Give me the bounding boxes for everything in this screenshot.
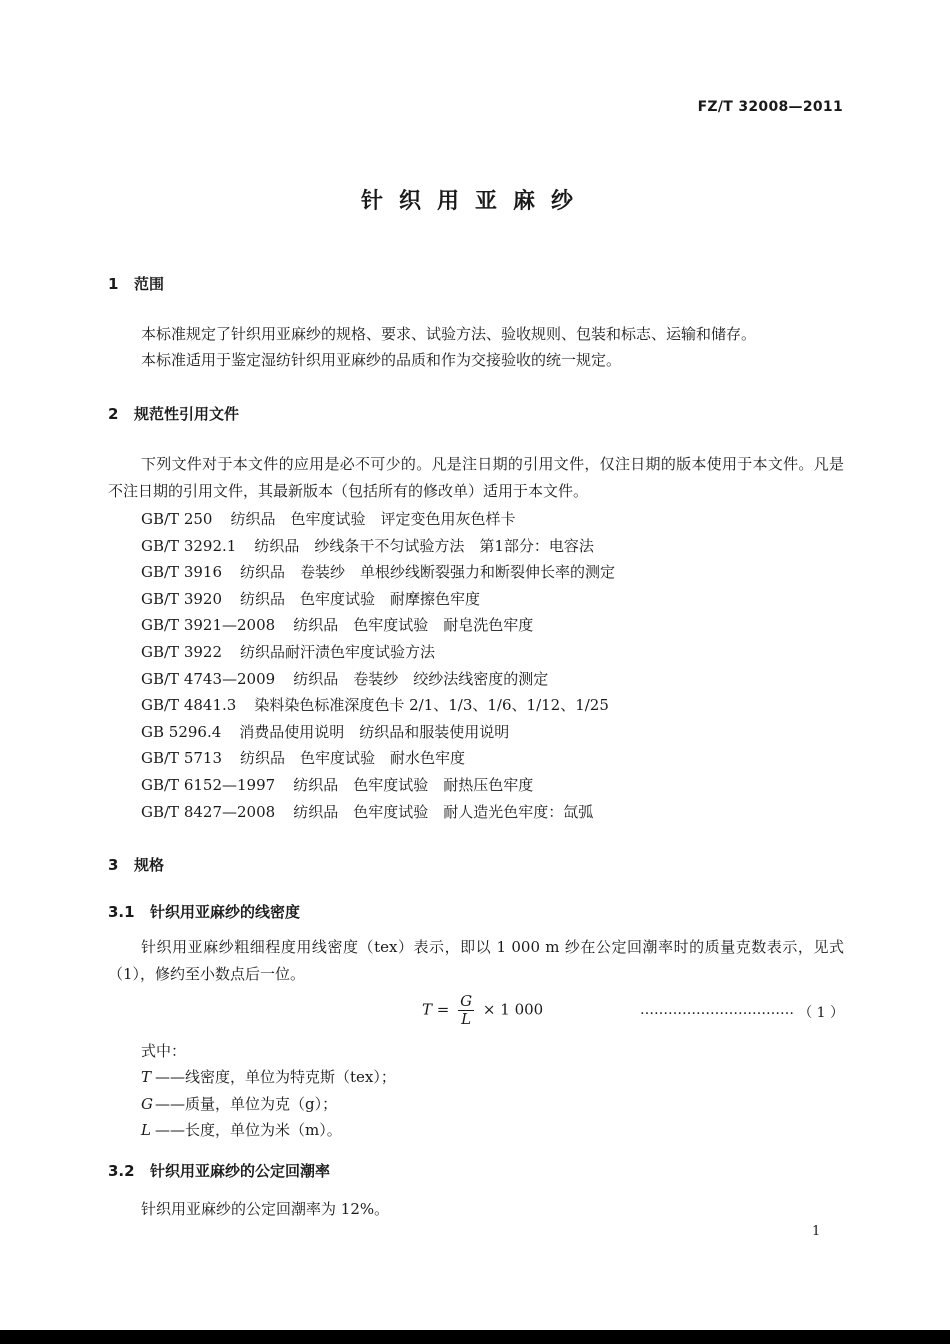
variable-symbol: G — [141, 1095, 153, 1113]
linear-density-paragraph: 针织用亚麻纱粗细程度用线密度（tex）表示，即以 1 000 m 纱在公定回潮率时的质量克数表示，见式（1），修约至小数点后一位。 — [108, 938, 844, 983]
section-title: 规范性引用文件 — [134, 405, 240, 423]
section-number: 1 — [108, 275, 119, 293]
reference-code: GB/T 5713 — [141, 749, 223, 767]
reference-title: 纺织品 纱线条干不匀试验方法 第1部分：电容法 — [254, 537, 594, 555]
reference-item — [141, 747, 465, 768]
formula-lhs: T — [422, 1000, 433, 1019]
formula-label: （ 1 ） — [796, 1002, 844, 1018]
reference-item — [141, 801, 593, 822]
reference-item — [141, 721, 509, 742]
section-1-heading — [108, 273, 164, 294]
reference-code: GB/T 6152—1997 — [141, 776, 276, 794]
reference-code: GB/T 3920 — [141, 590, 223, 608]
formula-leader-dots: …………………………… — [640, 1002, 794, 1018]
variable-definition — [141, 1119, 342, 1140]
scope-paragraph-2: 本标准适用于鉴定湿纺针织用亚麻纱的品质和作为交接验收的统一规定。 — [141, 351, 622, 369]
moisture-regain-paragraph: 针织用亚麻纱的公定回潮率为 12%。 — [141, 1200, 390, 1218]
bottom-border — [0, 1330, 950, 1344]
reference-title: 纺织品 卷装纱 单根纱线断裂强力和断裂伸长率的测定 — [240, 563, 616, 581]
references-intro: 下列文件对于本文件的应用是必不可少的。凡是注日期的引用文件，仅注日期的版本使用于本文件。凡是不注日期的引用文件，其最新版本（包括所有的修改单）适用于本文件。 — [108, 455, 844, 500]
subsection-3-1-heading — [108, 901, 300, 922]
reference-title: 纺织品耐汗渍色牢度试验方法 — [240, 643, 436, 661]
reference-code: GB/T 3922 — [141, 643, 223, 661]
reference-item — [141, 641, 435, 662]
formula-equals: = — [436, 1000, 450, 1019]
section-2-heading — [108, 403, 239, 424]
reference-title: 纺织品 色牢度试验 耐水色牢度 — [240, 749, 466, 767]
subsection-number: 3.2 — [108, 1162, 135, 1180]
subsection-title: 针织用亚麻纱的线密度 — [150, 903, 301, 921]
page-number: 1 — [812, 1224, 821, 1239]
standard-number: FZ/T 32008—2011 — [697, 99, 843, 115]
document-title: 针织用亚麻纱 — [360, 188, 589, 214]
section-number: 2 — [108, 405, 119, 423]
formula-denominator: L — [461, 1010, 472, 1028]
scope-paragraph-1: 本标准规定了针织用亚麻纱的规格、要求、试验方法、验收规则、包装和标志、运输和储存。 — [141, 325, 757, 343]
reference-title: 纺织品 卷装纱 绞纱法线密度的测定 — [293, 670, 549, 688]
reference-item — [141, 535, 594, 556]
reference-title: 染料染色标准深度色卡 2/1、1/3、1/6、1/12、1/25 — [254, 696, 609, 714]
subsection-title: 针织用亚麻纱的公定回潮率 — [150, 1162, 331, 1180]
section-number: 3 — [108, 856, 119, 874]
variable-description: ——质量，单位为克（g）； — [155, 1095, 338, 1113]
reference-code: GB/T 3292.1 — [141, 537, 237, 555]
reference-title: 纺织品 色牢度试验 耐摩擦色牢度 — [240, 590, 481, 608]
reference-title: 纺织品 色牢度试验 耐皂洗色牢度 — [293, 616, 534, 634]
reference-code: GB/T 8427—2008 — [141, 803, 276, 821]
section-title: 范围 — [134, 275, 165, 293]
reference-code: GB 5296.4 — [141, 723, 222, 741]
formula-rhs: × 1 000 — [482, 1000, 544, 1019]
reference-code: GB/T 4743—2009 — [141, 670, 276, 688]
formula — [422, 993, 543, 1028]
reference-item — [141, 694, 609, 715]
variable-symbol: L — [141, 1121, 151, 1139]
variable-definition — [141, 1066, 396, 1087]
formula-fraction — [458, 993, 474, 1028]
reference-item — [141, 668, 548, 689]
section-3-heading — [108, 854, 164, 875]
reference-code: GB/T 4841.3 — [141, 696, 237, 714]
reference-title: 纺织品 色牢度试验 耐人造光色牢度：氙弧 — [293, 803, 594, 821]
reference-title: 纺织品 色牢度试验 评定变色用灰色样卡 — [230, 510, 516, 528]
reference-item — [141, 561, 615, 582]
subsection-number: 3.1 — [108, 903, 135, 921]
reference-item — [141, 614, 533, 635]
reference-title: 纺织品 色牢度试验 耐热压色牢度 — [293, 776, 534, 794]
reference-code: GB/T 250 — [141, 510, 213, 528]
where-label: 式中： — [141, 1042, 187, 1060]
variable-definition — [141, 1093, 337, 1114]
variable-description: ——长度，单位为米（m）。 — [155, 1121, 342, 1139]
reference-item — [141, 508, 515, 529]
section-title: 规格 — [134, 856, 165, 874]
variable-symbol: T — [141, 1068, 152, 1086]
formula-number-leader — [640, 1002, 844, 1018]
reference-code: GB/T 3921—2008 — [141, 616, 276, 634]
formula-numerator: G — [460, 992, 473, 1010]
reference-title: 消费品使用说明 纺织品和服装使用说明 — [239, 723, 510, 741]
subsection-3-2-heading — [108, 1160, 330, 1181]
reference-code: GB/T 3916 — [141, 563, 223, 581]
reference-item — [141, 774, 533, 795]
variable-description: ——线密度，单位为特克斯（tex）； — [155, 1068, 396, 1086]
reference-item — [141, 588, 480, 609]
